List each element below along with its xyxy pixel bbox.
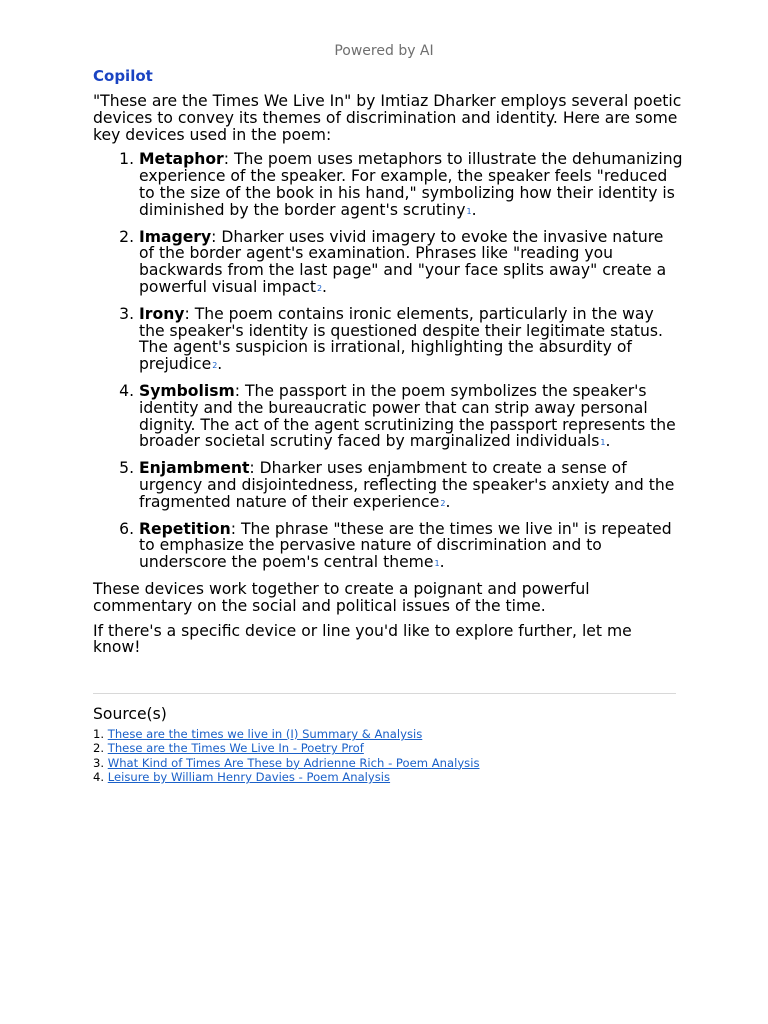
list-item: [139, 521, 683, 573]
device-term: Imagery: [139, 227, 212, 246]
source-number: 3.: [93, 755, 105, 770]
source-number: 4.: [93, 769, 105, 784]
device-term: Repetition: [139, 519, 231, 538]
list-item: [139, 383, 683, 452]
period: .: [217, 355, 223, 374]
citation-link[interactable]: 2: [316, 283, 323, 293]
period: .: [322, 277, 327, 296]
list-item: [139, 151, 683, 220]
period: .: [445, 492, 451, 511]
citation-link[interactable]: 1: [600, 438, 606, 448]
conclusion-paragraph: These devices work together to create a poignant and powerful commentary on the social and political issues of the time.: [93, 579, 590, 615]
sources-title: Source(s): [93, 705, 167, 723]
source-link[interactable]: What Kind of Times Are These by Adrienne Rich - Poem Analysis: [107, 755, 480, 770]
device-text: : The phrase "these are the times we live in" is repeated to emphasize the pervasive nature of discrimination and to underscore the poem's central theme: [139, 519, 672, 572]
source-item: [93, 756, 480, 770]
source-item: [93, 770, 480, 784]
period: .: [471, 200, 477, 219]
response-body: [93, 93, 683, 664]
device-term: Irony: [139, 304, 185, 323]
source-item: [93, 741, 480, 755]
list-item: [139, 306, 683, 375]
device-term: Enjambment: [139, 459, 250, 478]
period: .: [439, 553, 445, 572]
intro-paragraph: "These are the Times We Live In" by Imtiaz Dharker employs several poetic devices to convey its themes of discrimination and identity. Here are some key devices used in the poem:: [93, 92, 682, 144]
period: .: [605, 432, 611, 451]
device-term: Metaphor: [139, 150, 224, 169]
citation-link[interactable]: 2: [212, 361, 218, 371]
citation-link[interactable]: 2: [440, 498, 446, 508]
powered-by-label: Powered by AI: [334, 43, 434, 59]
source-link[interactable]: These are the Times We Live In - Poetry Prof: [107, 741, 364, 756]
source-link[interactable]: Leisure by William Henry Davies - Poem Analysis: [107, 769, 391, 784]
citation-link[interactable]: 1: [434, 559, 440, 569]
divider: [93, 693, 676, 694]
source-link[interactable]: These are the times we live in (I) Summary & Analysis: [107, 727, 423, 741]
citation-link[interactable]: 1: [466, 206, 472, 216]
device-term: Symbolism: [139, 381, 235, 400]
sources-list: [93, 727, 480, 784]
device-text: : The passport in the poem symbolizes the speaker's identity and the bureaucratic power that can strip away personal dignity. The act of the agent scrutinizing the passport represents the broader societal scrutiny faced by marginalized individuals: [139, 381, 676, 451]
devices-list: [93, 151, 683, 573]
assistant-name: Copilot: [93, 67, 153, 85]
closing-paragraph: If there's a specific device or line you'd like to explore further, let me know!: [93, 621, 632, 657]
device-text: : The poem contains ironic elements, particularly in the way the speaker's identity is questioned despite their legitimate status. The agent's suspicion is irrational, highlighting the absurdity of prejudice: [139, 304, 663, 374]
source-number: 1.: [93, 727, 105, 741]
device-text: : The poem uses metaphors to illustrate the dehumanizing experience of the speaker. For example, the speaker feels "reduced to the size of the book in his hand," symbolizing how their identity is diminished by the border agent's scrutiny: [139, 150, 683, 219]
source-item: [93, 727, 480, 741]
device-text: : Dharker uses enjambment to create a sense of urgency and disjointedness, reflecting the speaker's anxiety and the fragmented nature of their experience: [139, 459, 675, 511]
device-text: : Dharker uses vivid imagery to evoke the invasive nature of the border agent's examination. Phrases like "reading you backwards from the last page" and "your face splits away" create a powerful visual impact: [139, 227, 667, 296]
list-item: [139, 229, 683, 298]
list-item: [139, 460, 683, 512]
source-number: 2.: [93, 741, 105, 756]
